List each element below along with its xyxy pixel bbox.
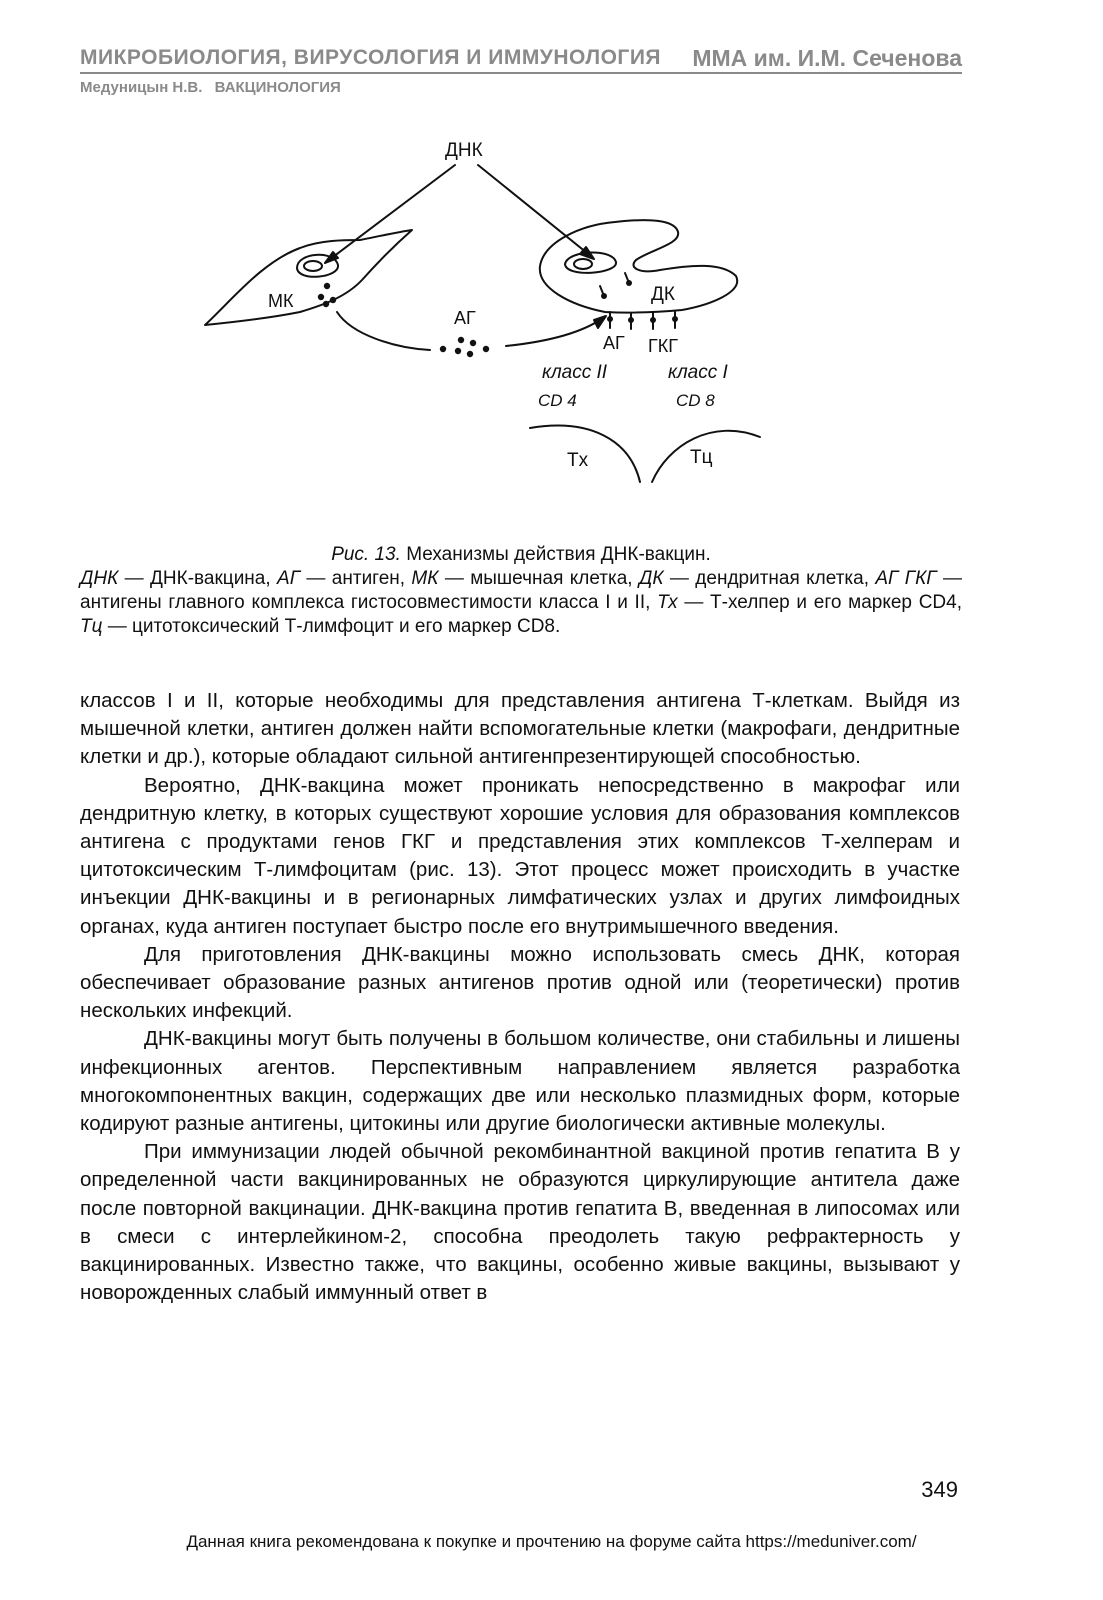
figure-caption xyxy=(80,543,962,639)
free-antigen-dot xyxy=(455,348,461,354)
label-dendritic-cell: ДК xyxy=(651,284,675,305)
free-antigen-dot xyxy=(440,346,446,352)
dna-arrow-to-dendritic xyxy=(478,165,592,257)
label-mhc: ГКГ xyxy=(648,336,678,356)
figure-dna-vaccine-mechanism xyxy=(0,0,1103,540)
label-class1: класс I xyxy=(668,362,728,383)
legend-abbr: АГ ГКГ xyxy=(875,568,937,589)
page-number: 349 xyxy=(921,1477,958,1502)
paragraph: ДНК-вакцины могут быть получены в большом количестве, они стабильны и лишены инфекционных агентов. Перспективным направлением является разработка многокомпонентных вакцин, содержащих две или несколько плазмидных форм, которые кодируют разные антигены, цитокины или другие биологически активные молекулы. xyxy=(80,1027,960,1136)
dendritic-cell-nucleolus xyxy=(574,259,592,269)
caption-title-line xyxy=(80,543,962,567)
receptor-tip xyxy=(650,317,656,323)
muscle-antigen-dot xyxy=(324,283,330,289)
paragraph: классов I и II, которые необходимы для представления антигена Т-клеткам. Выйдя из мышечной клетки, антиген должен найти вспомогательные клетки (макрофаги, дендритные клетки и др.), которые обладают сильной антигенпрезентирующей способностью. xyxy=(80,689,960,769)
caption-title: Механизмы действия ДНК-вакцин. xyxy=(406,544,711,565)
muscle-cell-outline xyxy=(205,230,412,325)
legend-text: — антиген, xyxy=(300,568,412,589)
journal-title: МИКРОБИОЛОГИЯ, ВИРУСОЛОГИЯ И ИММУНОЛОГИЯ xyxy=(80,46,662,69)
body-text xyxy=(80,687,960,1307)
label-t-helper: Тx xyxy=(567,450,589,471)
free-antigen-dot xyxy=(458,337,464,343)
legend-abbr: ДНК xyxy=(80,568,119,589)
label-antigen: АГ xyxy=(454,308,476,328)
author-name: Медуницын Н.В. xyxy=(80,79,203,96)
receptor-tip xyxy=(607,316,613,322)
legend-text: — мышечная клетка, xyxy=(438,568,639,589)
legend-text: — дендритная клетка, xyxy=(663,568,876,589)
legend-text: — цитотоксический Т-лимфоцит и его маркер CD8. xyxy=(102,616,561,637)
label-antigen-small: АГ xyxy=(603,333,625,353)
paragraph: Вероятно, ДНК-вакцина может проникать непосредственно в макрофаг или дендритную клетку, в которых существуют хорошие условия для образования комплексов антигена с продуктами генов ГКГ и представления этих комплексов Т-хелперам и цитотоксическим Т-лимфоцитам (рис. 13). Этот процесс может происходить в участке инъекции ДНК-вакцины и в регионарных лимфатических узлах и других лимфоидных органах, куда антиген поступает быстро после его внутримышечного введения. xyxy=(80,773,960,938)
legend-text: — антигены главного комплекса гистосовместимости класса I и II, xyxy=(80,568,963,613)
label-cd4: CD 4 xyxy=(538,391,577,410)
receptor-tip xyxy=(628,317,634,323)
legend-abbr: ДК xyxy=(638,568,664,589)
label-cd8: CD 8 xyxy=(676,391,715,410)
label-muscle-cell: МК xyxy=(268,291,294,311)
legend-text: — Т-хелпер и его маркер CD4, xyxy=(677,592,963,613)
caption-legend xyxy=(80,567,962,639)
label-t-cytotoxic: Тц xyxy=(690,447,713,468)
dna-arrow-to-muscle xyxy=(325,165,455,263)
legend-abbr: Тх xyxy=(657,592,678,613)
legend-abbr: АГ xyxy=(277,568,301,589)
receptor-tip xyxy=(672,316,678,322)
legend-abbr: МК xyxy=(411,568,439,589)
paragraph: Для приготовления ДНК-вакцины можно использовать смесь ДНК, которая обеспечивает образование разных антигенов против одной или (теоретически) против нескольких инфекций. xyxy=(80,942,960,1023)
label-dna: ДНК xyxy=(445,140,483,161)
antigen-uptake-arc xyxy=(506,318,603,346)
muscle-antigen-dot xyxy=(330,297,336,303)
legend-text: — ДНК-вакцина, xyxy=(118,568,278,589)
dendritic-cell-outline xyxy=(540,220,737,312)
caption-prefix: Рис. 13. xyxy=(331,544,401,565)
muscle-cell-nucleolus xyxy=(304,261,322,271)
institution-name: ММА им. И.М. Сеченова xyxy=(692,45,962,71)
antigen-uptake-arrowhead xyxy=(594,316,606,328)
free-antigen-dot xyxy=(483,346,489,352)
paragraph: При иммунизации людей обычной рекомбинантной вакциной против гепатита В у определенной части вакцинированных не образуются циркулирующие антитела даже после повторной вакцинации. ДНК-вакцина против гепатита В, введенная в липосомах или в смеси с интерлейкином-2, способна преодолеть такую рефрактерность у вакцинированных. Известно также, что вакцины, особенно живые вакцины, вызывают у новорожденных слабый иммунный ответ в xyxy=(80,1140,960,1305)
free-antigen-dot xyxy=(467,351,473,357)
label-class2: класс II xyxy=(542,362,608,383)
legend-abbr: Тц xyxy=(80,616,103,637)
footer-note: Данная книга рекомендована к покупке и прочтению на форуме сайта https://meduniver.com/ xyxy=(186,1532,917,1551)
muscle-antigen-dot xyxy=(318,294,324,300)
antigen-release-arc xyxy=(337,312,430,350)
free-antigen-dot xyxy=(470,340,476,346)
muscle-antigen-dot xyxy=(323,301,329,307)
book-title: ВАКЦИНОЛОГИЯ xyxy=(214,79,341,96)
